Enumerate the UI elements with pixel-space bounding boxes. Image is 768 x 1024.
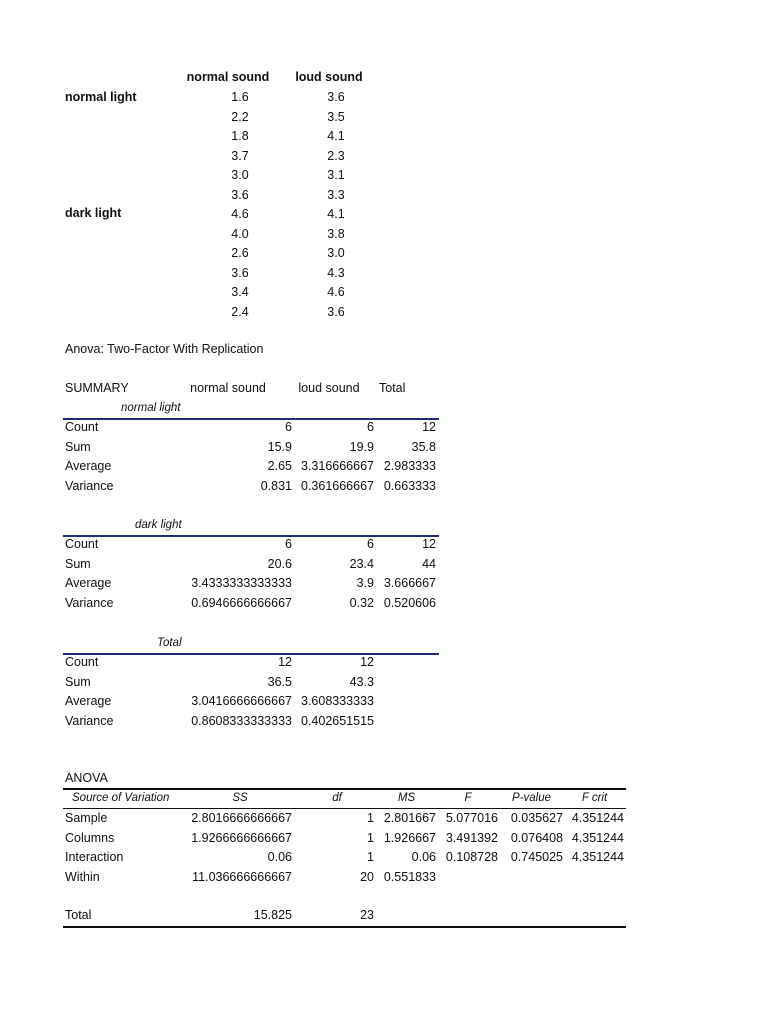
- summary-label: SUMMARY: [65, 381, 129, 395]
- anova-header-rule: [63, 808, 626, 809]
- summary-block-label: normal light: [121, 402, 181, 414]
- summary-row-label: Variance: [65, 478, 114, 493]
- data-cell-loud-sound: 4.1: [327, 129, 345, 143]
- summary-row-label: Variance: [65, 595, 114, 610]
- summary-cell-loud-sound: 0.361666667: [301, 478, 374, 493]
- anova-total-df: 23: [360, 908, 374, 922]
- summary-cell-total: 0.520606: [383, 595, 436, 610]
- data-cell-normal-sound: 3.6: [231, 265, 249, 280]
- anova-total-source: Total: [65, 908, 92, 922]
- anova-header-p-value: P-value: [512, 792, 551, 804]
- summary-cell-normal-sound: 20.6: [267, 556, 292, 571]
- anova-ms: 0.551833: [383, 869, 436, 884]
- summary-cell-loud-sound: 43.3: [349, 674, 374, 689]
- summary-cell-total: 2.983333: [383, 459, 436, 473]
- summary-cell-loud-sound: 3.9: [356, 576, 374, 590]
- anova-df: 1: [367, 830, 374, 845]
- summary-cell-loud-sound: 6: [367, 537, 374, 551]
- summary-cell-total: 35.8: [411, 439, 436, 454]
- anova-header-f: F: [464, 792, 472, 804]
- data-cell-loud-sound: 4.3: [327, 265, 345, 280]
- anova-header-f-crit: F crit: [581, 792, 608, 804]
- anova-df: 1: [367, 850, 374, 864]
- data-cell-loud-sound: 3.3: [327, 187, 345, 202]
- anova-df: 1: [367, 811, 374, 825]
- group-label-normal-light: normal light: [65, 90, 137, 104]
- summary-row-label: Count: [65, 655, 99, 669]
- data-cell-loud-sound: 3.6: [327, 304, 345, 319]
- summary-row-label: Sum: [65, 674, 91, 689]
- data-cell-normal-sound: 2.2: [231, 109, 249, 124]
- summary-row-label: Average: [65, 459, 112, 473]
- summary-cell-total: 12: [422, 420, 436, 434]
- header-loud-sound: loud sound: [295, 70, 363, 84]
- summary-cell-loud-sound: 12: [360, 655, 374, 669]
- data-cell-loud-sound: 3.8: [327, 226, 345, 241]
- summary-cell-normal-sound: 6: [285, 537, 292, 551]
- anova-ss: 2.8016666666667: [191, 811, 292, 825]
- data-cell-loud-sound: 4.1: [327, 207, 345, 221]
- anova-source: Sample: [65, 811, 108, 825]
- summary-cell-loud-sound: 0.32: [349, 595, 374, 610]
- anova-f: 0.108728: [445, 850, 498, 864]
- data-cell-normal-sound: 3.6: [231, 187, 249, 202]
- summary-col-normal-sound: normal sound: [190, 381, 266, 395]
- data-cell-loud-sound: 3.5: [327, 109, 345, 124]
- summary-cell-normal-sound: 0.6946666666667: [191, 595, 292, 610]
- anova-table-title: ANOVA: [65, 771, 108, 785]
- summary-row-label: Sum: [65, 439, 91, 454]
- data-cell-loud-sound: 3.1: [327, 168, 345, 182]
- summary-row-label: Average: [65, 694, 112, 708]
- group-label-dark-light: dark light: [65, 206, 122, 220]
- anova-total-ss: 15.825: [253, 908, 292, 922]
- summary-row-label: Average: [65, 576, 112, 590]
- data-cell-normal-sound: 3.4: [231, 285, 249, 299]
- data-cell-normal-sound: 2.4: [231, 304, 249, 319]
- summary-cell-normal-sound: 2.65: [267, 459, 292, 473]
- anova-ss: 0.06: [267, 850, 292, 864]
- summary-cell-normal-sound: 15.9: [267, 439, 292, 454]
- data-cell-loud-sound: 2.3: [327, 148, 345, 163]
- data-cell-normal-sound: 1.8: [231, 129, 249, 143]
- data-cell-loud-sound: 3.6: [327, 90, 345, 104]
- summary-cell-total: 12: [422, 537, 436, 551]
- anova-ss: 1.9266666666667: [191, 830, 292, 845]
- data-cell-loud-sound: 3.0: [327, 246, 345, 260]
- anova-f-crit: 4.351244: [571, 830, 624, 845]
- anova-top-rule: [63, 788, 626, 790]
- anova-p-value: 0.035627: [510, 811, 563, 825]
- summary-cell-loud-sound: 0.402651515: [301, 713, 374, 728]
- summary-cell-normal-sound: 12: [278, 655, 292, 669]
- summary-block-label: dark light: [135, 519, 182, 531]
- anova-bottom-rule: [63, 926, 626, 928]
- summary-row-label: Sum: [65, 556, 91, 571]
- summary-row-label: Variance: [65, 713, 114, 728]
- anova-title: Anova: Two-Factor With Replication: [65, 342, 264, 356]
- summary-cell-loud-sound: 19.9: [349, 439, 374, 454]
- summary-col-loud-sound: loud sound: [298, 381, 360, 395]
- summary-cell-normal-sound: 0.8608333333333: [191, 713, 292, 728]
- data-cell-normal-sound: 3.0: [231, 168, 249, 182]
- summary-cell-normal-sound: 6: [285, 420, 292, 434]
- anova-header-ms: MS: [397, 792, 416, 804]
- summary-cell-normal-sound: 3.4333333333333: [191, 576, 292, 590]
- data-cell-normal-sound: 2.6: [231, 246, 249, 260]
- anova-ms: 1.926667: [383, 830, 436, 845]
- data-cell-normal-sound: 4.6: [231, 207, 249, 221]
- summary-block-label: Total: [157, 637, 182, 649]
- data-cell-loud-sound: 4.6: [327, 285, 345, 299]
- anova-ms: 0.06: [411, 850, 436, 864]
- anova-df: 20: [360, 869, 374, 884]
- summary-cell-total: 3.666667: [383, 576, 436, 590]
- anova-ms: 2.801667: [383, 811, 436, 825]
- summary-cell-loud-sound: 6: [367, 420, 374, 434]
- anova-p-value: 0.745025: [510, 850, 563, 864]
- anova-header-source: Source of Variation: [72, 792, 170, 804]
- summary-row-label: Count: [65, 537, 99, 551]
- summary-row-label: Count: [65, 420, 99, 434]
- summary-cell-total: 44: [422, 556, 436, 571]
- summary-cell-loud-sound: 3.316666667: [301, 459, 374, 473]
- anova-ss: 11.036666666667: [192, 869, 292, 884]
- anova-source: Within: [65, 869, 100, 884]
- summary-cell-loud-sound: 3.608333333: [301, 694, 374, 708]
- anova-header-df: df: [332, 792, 342, 804]
- summary-cell-normal-sound: 3.0416666666667: [191, 694, 292, 708]
- anova-f: 3.491392: [445, 830, 498, 845]
- anova-source: Columns: [65, 830, 115, 845]
- data-cell-normal-sound: 3.7: [231, 148, 249, 163]
- anova-header-ss: SS: [232, 792, 248, 804]
- anova-f-crit: 4.351244: [571, 850, 624, 864]
- anova-source: Interaction: [65, 850, 124, 864]
- summary-col-total: Total: [379, 381, 406, 395]
- summary-cell-total: 0.663333: [383, 478, 436, 493]
- anova-f-crit: 4.351244: [571, 811, 624, 825]
- summary-cell-normal-sound: 0.831: [260, 478, 292, 493]
- data-cell-normal-sound: 4.0: [231, 226, 249, 241]
- anova-f: 5.077016: [445, 811, 498, 825]
- header-normal-sound: normal sound: [186, 70, 270, 84]
- summary-cell-loud-sound: 23.4: [349, 556, 374, 571]
- data-cell-normal-sound: 1.6: [231, 90, 249, 104]
- summary-cell-normal-sound: 36.5: [267, 674, 292, 689]
- anova-p-value: 0.076408: [510, 830, 563, 845]
